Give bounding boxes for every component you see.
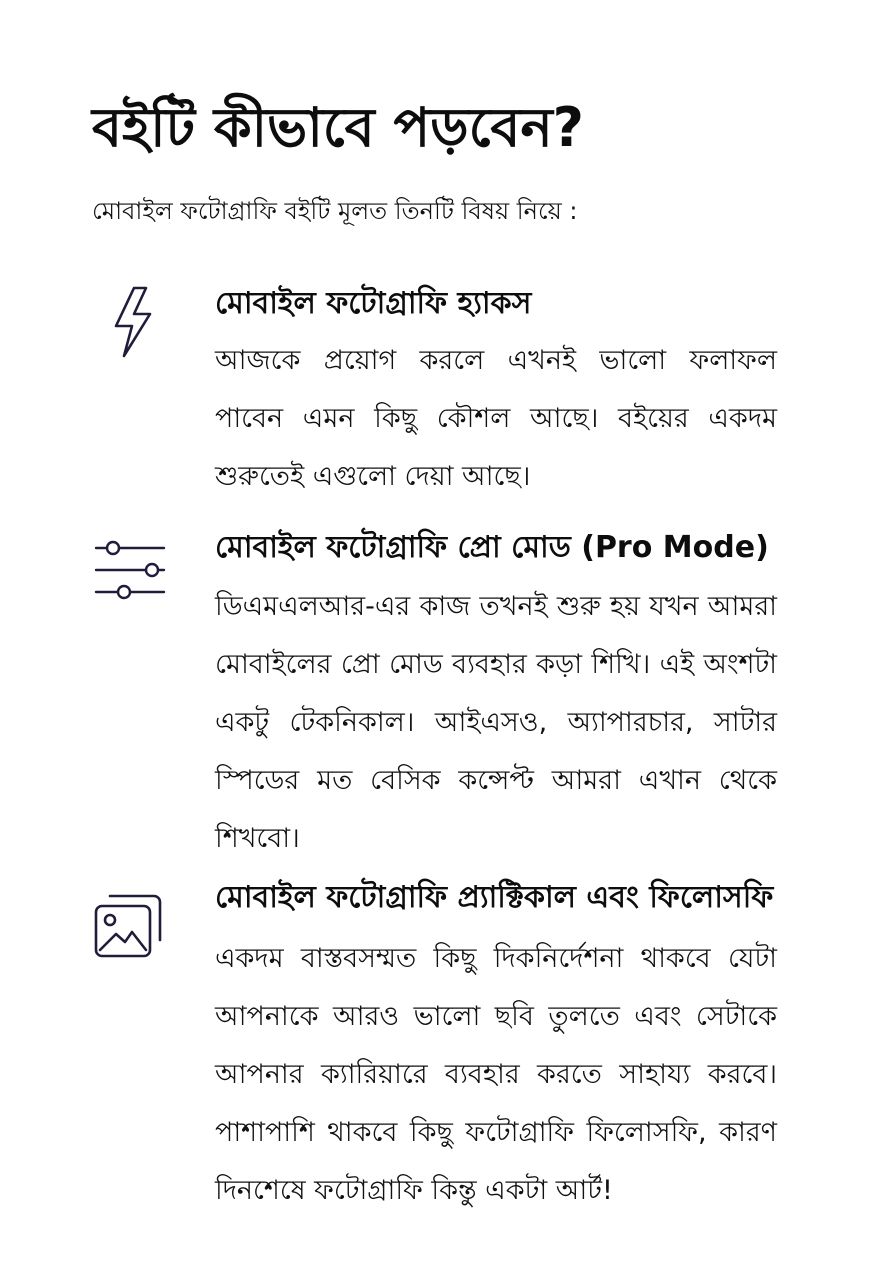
section-title: মোবাইল ফটোগ্রাফি প্রো মোড (Pro Mode) [215, 530, 769, 565]
image-gallery-icon [92, 888, 164, 964]
section-title: মোবাইল ফটোগ্রাফি প্র্যাক্টিকাল এবং ফিলোসফি [215, 880, 774, 915]
page-title: বইটি কীভাবে পড়বেন? [92, 96, 585, 159]
sliders-icon [94, 536, 168, 606]
lightning-icon [110, 286, 156, 362]
section-body: ডিএমএলআর-এর কাজ তখনই শুরু হয় যখন আমরা মোবাইলের প্রো মোড ব্যবহার কড়া শিখি। এই অংশটা একটু টেকনিকাল। আইএসও, অ্যাপারচার, সাটার স্পিডের মত বেসিক কন্সেপ্ট আমরা এখান থেকে শিখবো। [215, 591, 777, 854]
section-title: মোবাইল ফটোগ্রাফি হ্যাকস [215, 286, 532, 321]
section-body: একদম বাস্তবসম্মত কিছু দিকনির্দেশনা থাকবে যেটা আপনাকে আরও ভালো ছবি তুলতে এবং সেটাকে আপনার ক্যারিয়ারে ব্যবহার করতে সাহায্য করবে। পাশাপাশি থাকবে কিছু ফটোগ্রাফি ফিলোসফি, কারণ দিনশেষে ফটোগ্রাফি কিন্তু একটা আর্ট! [215, 943, 777, 1206]
section-body: আজকে প্রয়োগ করলে এখনই ভালো ফলাফল পাবেন এমন কিছু কৌশল আছে। বইয়ের একদম শুরুতেই এগুলো দেয়া আছে। [215, 345, 777, 492]
intro-text: মোবাইল ফটোগ্রাফি বইটি মূলত তিনটি বিষয় নিয়ে : [92, 197, 578, 225]
